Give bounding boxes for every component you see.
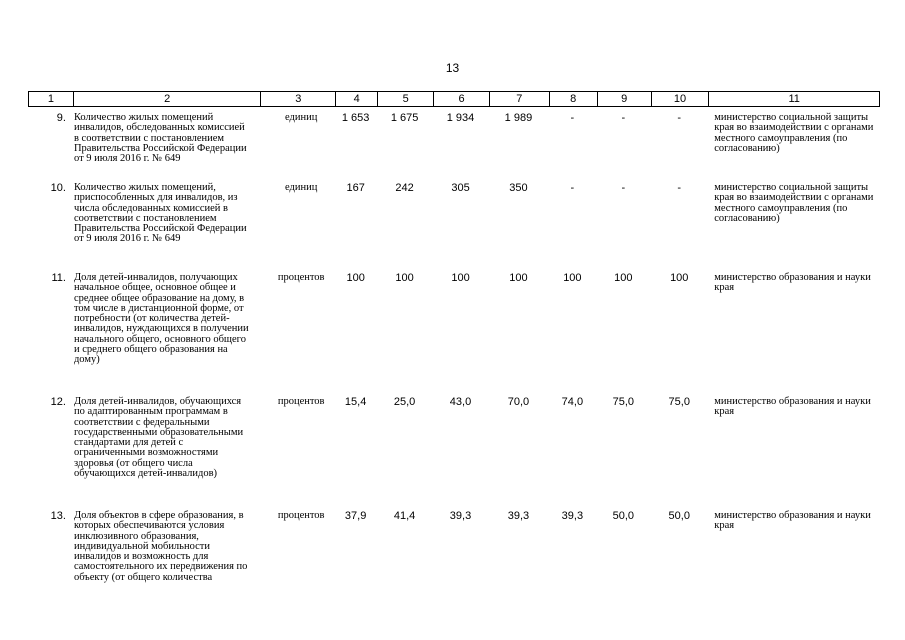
responsible-body: министерство социальной защиты края во взаимодействии с органами местного самоуправления (по согласованию) xyxy=(714,112,874,154)
table-row xyxy=(28,183,880,273)
table-row xyxy=(28,511,880,611)
row-number: 9. xyxy=(56,112,66,124)
value-col-4: 37,9 xyxy=(344,510,367,522)
value-col-8: 100 xyxy=(563,272,582,284)
value-col-6: 100 xyxy=(451,272,470,284)
value-col-4: 1 653 xyxy=(341,112,370,124)
unit: процентов xyxy=(277,396,325,407)
header-col-1: 1 xyxy=(47,93,54,105)
value-col-5: 100 xyxy=(395,272,414,284)
value-col-6: 43,0 xyxy=(449,396,472,408)
page-number: 13 xyxy=(445,61,460,75)
value-col-7: 39,3 xyxy=(507,510,530,522)
value-col-9: 50,0 xyxy=(612,510,635,522)
row-number: 13. xyxy=(50,510,66,522)
value-col-7: 100 xyxy=(509,272,528,284)
value-col-10: - xyxy=(677,182,682,194)
table-header-row xyxy=(28,91,880,107)
header-col-10: 10 xyxy=(651,92,709,106)
value-col-6: 1 934 xyxy=(446,112,475,124)
indicator-name-text: Доля объектов в сфере образования, в которых обеспечиваются условия инклюзивного образования, индивидуальной мобильности инвалидов и возможность для самостоятельного их передвижения по объекту (от общего количества xyxy=(73,510,248,583)
value-col-4: 167 xyxy=(346,182,365,194)
value-col-9: 100 xyxy=(614,272,633,284)
value-col-5: 242 xyxy=(395,182,414,194)
value-col-8: 74,0 xyxy=(561,396,584,408)
value-col-10: 100 xyxy=(670,272,689,284)
indicator-name xyxy=(72,511,260,611)
value-col-7: 70,0 xyxy=(507,396,530,408)
value-col-8: 39,3 xyxy=(561,510,584,522)
value-col-4: 15,4 xyxy=(344,396,367,408)
value-col-10: 75,0 xyxy=(668,396,690,408)
value-col-10: - xyxy=(677,112,682,124)
value-col-8: - xyxy=(570,112,575,124)
header-col-8: 8 xyxy=(549,92,597,106)
row-number: 11. xyxy=(51,272,66,284)
header-col-9: 9 xyxy=(597,92,651,106)
header-col-5: 5 xyxy=(377,92,433,106)
unit: процентов xyxy=(277,272,325,283)
indicator-name-text: Количество жилых помещений инвалидов, обследованных комиссией в соответствии с постановлением Правительства Российской Федерации от 9 июля 2016 г. № 649 xyxy=(73,112,247,165)
header-col-6: 6 xyxy=(433,92,489,106)
row-number: 12. xyxy=(50,396,66,408)
value-col-6: 305 xyxy=(451,182,470,194)
indicator-name xyxy=(72,397,260,511)
header-col-7: 7 xyxy=(489,92,549,106)
value-col-9: - xyxy=(621,182,626,194)
value-col-7: 1 989 xyxy=(504,112,533,124)
table-body xyxy=(28,113,880,611)
indicator-name xyxy=(72,113,260,183)
indicator-name xyxy=(72,273,260,397)
value-col-9: - xyxy=(621,112,626,124)
table-row xyxy=(28,273,880,397)
indicator-name-text: Количество жилых помещений, приспособленных для инвалидов, из числа обследованных комиссией в соответствии с постановлением Правительства Российской Федерации от 9 июля 2016 г. № 649 xyxy=(73,182,247,245)
responsible-body: министерство образования и науки края xyxy=(714,272,871,294)
value-col-5: 1 675 xyxy=(390,112,419,124)
table-row xyxy=(28,113,880,183)
unit: единиц xyxy=(285,112,318,123)
unit: единиц xyxy=(285,182,318,193)
header-col-4: 4 xyxy=(335,92,377,106)
responsible-body: министерство образования и науки края xyxy=(714,396,871,418)
indicator-name-text: Доля детей-инвалидов, получающих начальное общее, основное общее и среднее общее образование на дому, в том числе в дистанционной форме, от потребности (от количества детей-инвалидов, нуждающихся в получении начального общего, основного общего и среднего общего образования на дому) xyxy=(73,272,249,366)
value-col-7: 350 xyxy=(509,182,528,194)
header-col-11: 11 xyxy=(708,92,879,106)
table-row xyxy=(28,397,880,511)
value-col-9: 75,0 xyxy=(612,396,635,408)
header-col-2: 2 xyxy=(73,92,261,106)
value-col-5: 41,4 xyxy=(393,510,416,522)
header-col-3: 3 xyxy=(260,92,335,106)
value-col-5: 25,0 xyxy=(393,396,416,408)
value-col-6: 39,3 xyxy=(449,510,472,522)
indicator-name-text: Доля детей-инвалидов, обучающихся по адаптированным программам в соответствии с федеральными государственными образовательными стандартами для детей с ограниченными возможностями здоровья (от общего числа обучающихся детей-инвалидов) xyxy=(73,396,244,480)
value-col-8: - xyxy=(570,182,575,194)
value-col-4: 100 xyxy=(346,272,365,284)
row-number: 10. xyxy=(50,182,66,194)
indicator-name xyxy=(72,183,260,273)
responsible-body: министерство образования и науки края xyxy=(714,510,871,532)
unit: процентов xyxy=(277,510,325,521)
value-col-10: 50,0 xyxy=(668,510,690,522)
responsible-body: министерство социальной защиты края во взаимодействии с органами местного самоуправления (по согласованию) xyxy=(714,182,874,224)
